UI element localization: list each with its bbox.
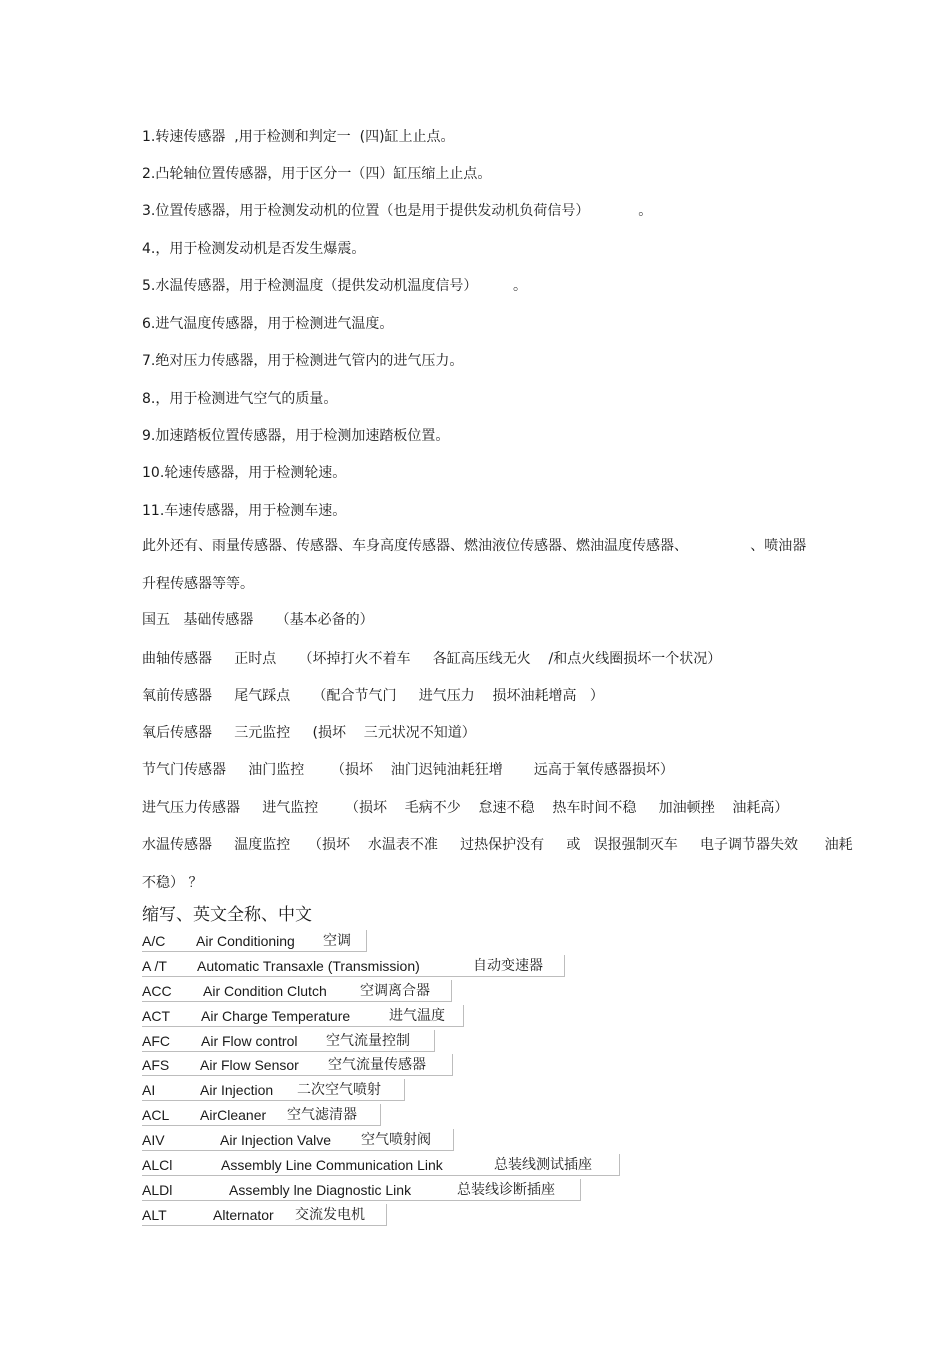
abbr-cell: A /T — [142, 958, 167, 974]
full-name-cell: Air Injection Valve — [220, 1132, 332, 1148]
full-name-cell: AirCleaner — [200, 1107, 267, 1123]
full-name-cell: Air Conditioning — [196, 933, 295, 949]
guowu-item: 曲轴传感器 正时点 （坏掉打火不着车 各缸高压线无火 /和点火线圈损坏一个状况） — [142, 651, 722, 667]
sensor-item: 11.车速传感器，用于检测车速。 — [142, 503, 347, 519]
chinese-cell: 空气流量传感器 — [328, 1057, 426, 1073]
full-name-cell: Assembly Line Communication Link — [221, 1157, 443, 1173]
abbr-cell: ACT — [142, 1008, 170, 1024]
full-name-cell: Air Charge Temperature — [201, 1008, 351, 1024]
row-border — [142, 1030, 435, 1052]
chinese-cell: 空气喷射阀 — [361, 1132, 431, 1148]
abbr-cell: AIV — [142, 1132, 165, 1148]
extra-sensors-line: 升程传感器等等。 — [142, 576, 254, 592]
chinese-cell: 空气流量控制 — [326, 1033, 410, 1049]
guowu-item: 水温传感器 温度监控 （损坏 水温表不准 过热保护没有 或 误报强制灭车 电子调节器失效 油耗 — [142, 837, 853, 853]
guowu-item: 氧前传感器 尾气踩点 （配合节气门 进气压力 损坏油耗增高 ） — [142, 688, 604, 704]
chinese-cell: 交流发电机 — [295, 1207, 365, 1223]
sensor-item: 4.，用于检测发动机是否发生爆震。 — [142, 241, 366, 257]
abbr-cell: ALT — [142, 1207, 167, 1223]
guowu-item: 节气门传感器 油门监控 （损坏 油门迟钝油耗狂增 远高于氧传感器损坏） — [142, 762, 674, 778]
row-border — [142, 1154, 620, 1176]
full-name-cell: Air Injection — [200, 1082, 274, 1098]
sensor-item: 5.水温传感器，用于检测温度（提供发动机温度信号） 。 — [142, 278, 527, 294]
chinese-cell: 二次空气喷射 — [297, 1082, 381, 1098]
abbr-cell: AI — [142, 1082, 156, 1098]
chinese-cell: 空调离合器 — [360, 983, 430, 999]
row-border — [142, 930, 367, 952]
abbr-cell: A/C — [142, 933, 166, 949]
row-border — [142, 1005, 464, 1027]
row-border — [142, 1204, 387, 1226]
row-border — [142, 1129, 454, 1151]
abbr-cell: ACC — [142, 983, 172, 999]
chinese-cell: 进气温度 — [389, 1008, 445, 1024]
abbr-cell: AFS — [142, 1057, 170, 1073]
full-name-cell: Alternator — [213, 1207, 274, 1223]
full-name-cell: Assembly lne Diagnostic Link — [229, 1182, 412, 1198]
full-name-cell: Automatic Transaxle (Transmission) — [197, 958, 420, 974]
chinese-cell: 自动变速器 — [473, 958, 543, 974]
chinese-cell: 总装线诊断插座 — [457, 1182, 555, 1198]
chinese-cell: 总装线测试插座 — [494, 1157, 592, 1173]
sensor-item: 8.，用于检测进气空气的质量。 — [142, 391, 338, 407]
row-border — [142, 1104, 381, 1126]
full-name-cell: Air Flow Sensor — [200, 1057, 299, 1073]
abbr-cell: ALCl — [142, 1157, 173, 1173]
abbr-cell: ACL — [142, 1107, 170, 1123]
guowu-title: 国五 基础传感器 （基本必备的） — [142, 612, 374, 628]
row-border — [142, 1179, 581, 1201]
row-border — [142, 1079, 405, 1101]
abbreviation-heading: 缩写、英文全称、中文 — [142, 905, 312, 925]
sensor-item: 10.轮速传感器，用于检测轮速。 — [142, 465, 347, 481]
sensor-item: 3.位置传感器，用于检测发动机的位置（也是用于提供发动机负荷信号） 。 — [142, 203, 653, 219]
guowu-item: 氧后传感器 三元监控 (损坏 三元状况不知道） — [142, 725, 476, 741]
guowu-item: 不稳） ？ — [142, 875, 203, 891]
sensor-item: 7.绝对压力传感器，用于检测进气管内的进气压力。 — [142, 353, 464, 369]
abbr-cell: ALDl — [142, 1182, 173, 1198]
sensor-item: 1.转速传感器 ,用于检测和判定一 (四)缸上止点。 — [142, 129, 455, 145]
row-border — [142, 1054, 453, 1076]
full-name-cell: Air Condition Clutch — [203, 983, 327, 999]
sensor-item: 6.进气温度传感器，用于检测进气温度。 — [142, 316, 394, 332]
chinese-cell: 空调 — [323, 933, 351, 949]
sensor-item: 9.加速踏板位置传感器，用于检测加速踏板位置。 — [142, 428, 450, 444]
row-border — [142, 955, 565, 977]
full-name-cell: Air Flow control — [201, 1033, 298, 1049]
guowu-item: 进气压力传感器 进气监控 （损坏 毛病不少 怠速不稳 热车时间不稳 加油顿挫 油耗高） — [142, 800, 789, 816]
extra-sensors-line: 此外还有、雨量传感器、传感器、车身高度传感器、燃油液位传感器、燃油温度传感器、 、喷油器 — [142, 538, 807, 554]
chinese-cell: 空气滤清器 — [287, 1107, 357, 1123]
abbr-cell: AFC — [142, 1033, 170, 1049]
row-border — [142, 980, 452, 1002]
sensor-item: 2.凸轮轴位置传感器，用于区分一（四）缸压缩上止点。 — [142, 166, 492, 182]
